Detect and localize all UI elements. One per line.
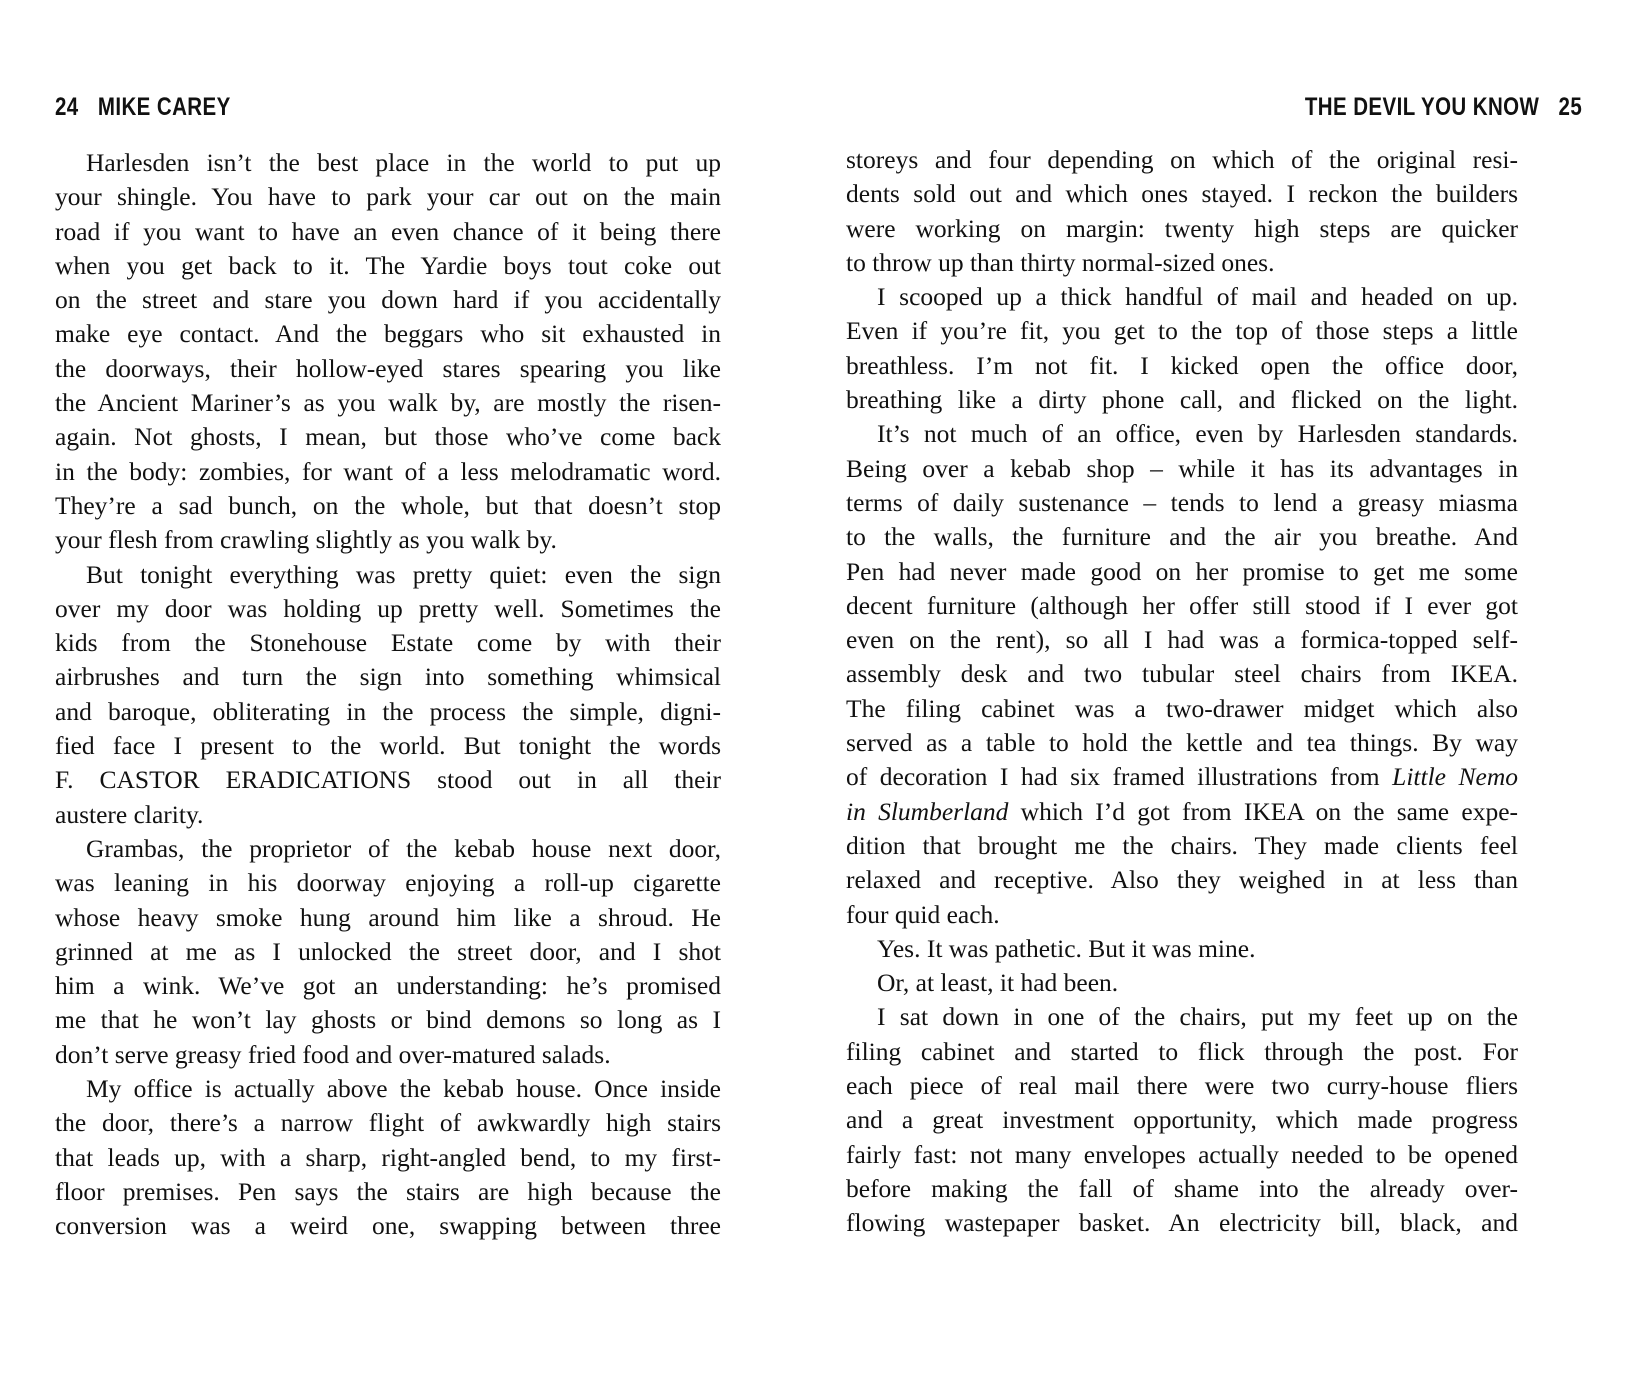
text-line: him a wink. We’ve got an understanding: he’s promised: [55, 971, 721, 1001]
text-line: I sat down in one of the chairs, put my feet up on the: [877, 1002, 1518, 1032]
text-line: whose heavy smoke hung around him like a shroud. He: [55, 902, 721, 932]
text-line: kids from the Stonehouse Estate come by with their: [55, 628, 721, 658]
left-body-text: [55, 146, 721, 1244]
text-line: Being over a kebab shop – while it has its advantages in: [846, 453, 1518, 483]
text-line: again. Not ghosts, I mean, but those who’ve come back: [55, 422, 721, 452]
text-line: and a great investment opportunity, which made progress: [846, 1105, 1518, 1135]
text-line: of decoration I had six framed illustrations from Little Nemo: [846, 762, 1518, 792]
right-body-text: [846, 143, 1518, 1241]
text-line: even on the rent), so all I had was a formica-topped self-: [846, 625, 1518, 655]
text-line: austere clarity.: [55, 799, 204, 829]
left-page: [0, 0, 800, 1397]
text-line: before making the fall of shame into the already over-: [846, 1173, 1518, 1203]
text-line: when you get back to it. The Yardie boys tout coke out: [55, 250, 721, 280]
text-line: My office is actually above the kebab house. Once inside: [86, 1074, 721, 1104]
text-line: and baroque, obliterating in the process the simple, digni-: [55, 696, 721, 726]
right-running-head-title: THE DEVIL YOU KNOW: [1304, 93, 1540, 121]
text-line: F. CASTOR ERADICATIONS stood out in all their: [55, 765, 721, 795]
text-line: I scooped up a thick handful of mail and headed on up.: [877, 282, 1518, 312]
text-line: Yes. It was pathetic. But it was mine.: [877, 933, 1256, 963]
text-line: Or, at least, it had been.: [877, 968, 1119, 998]
text-line: filing cabinet and started to flick through the post. For: [846, 1036, 1518, 1066]
text-line: grinned at me as I unlocked the street door, and I shot: [55, 936, 721, 966]
book-title-italic: in Slumberland: [846, 796, 1009, 826]
right-page-number: 25: [1558, 93, 1582, 121]
text-line: Grambas, the proprietor of the kebab house next door,: [86, 833, 721, 863]
text-line: in Slumberland which I’d got from IKEA on the same expe-: [846, 796, 1519, 826]
text-line: to throw up than thirty normal-sized ones.: [846, 247, 1275, 277]
text-line: airbrushes and turn the sign into something whimsical: [55, 662, 721, 692]
text-line: that leads up, with a sharp, right-angled bend, to my first-: [55, 1142, 721, 1172]
text-line: over my door was holding up pretty well. Sometimes the: [55, 593, 721, 623]
text-line: floor premises. Pen says the stairs are high because the: [55, 1176, 721, 1206]
right-running-head: [1305, 92, 1582, 122]
text-line: me that he won’t lay ghosts or bind demons so long as I: [55, 1005, 721, 1035]
text-line: fied face I present to the world. But tonight the words: [55, 731, 721, 761]
text-line: terms of daily sustenance – tends to lend a greasy miasma: [846, 487, 1518, 517]
text-line: don’t serve greasy fried food and over-matured salads.: [55, 1039, 611, 1069]
text-line: breathless. I’m not fit. I kicked open the office door,: [846, 350, 1518, 380]
text-line: fairly fast: not many envelopes actually needed to be opened: [846, 1139, 1518, 1169]
text-line: assembly desk and two tubular steel chairs from IKEA.: [846, 659, 1518, 689]
text-line: conversion was a weird one, swapping between three: [55, 1211, 721, 1241]
text-line: They’re a sad bunch, on the whole, but that doesn’t stop: [55, 490, 721, 520]
text-line: It’s not much of an office, even by Harlesden standards.: [877, 419, 1518, 449]
text-line: Pen had never made good on her promise to get me some: [846, 556, 1518, 586]
text-line: dition that brought me the chairs. They made clients feel: [846, 830, 1518, 860]
text-line: your shingle. You have to park your car out on the main: [55, 182, 721, 212]
text-line: was leaning in his doorway enjoying a roll-up cigarette: [55, 868, 721, 898]
text-line: But tonight everything was pretty quiet: even the sign: [86, 559, 721, 589]
text-line: the doorways, their hollow-eyed stares spearing you like: [55, 353, 721, 383]
text-line: were working on margin: twenty high steps are quicker: [846, 213, 1518, 243]
left-running-head-title: MIKE CAREY: [97, 93, 231, 121]
text-line: Even if you’re fit, you get to the top of those steps a little: [846, 316, 1518, 346]
text-line: served as a table to hold the kettle and tea things. By way: [846, 728, 1518, 758]
left-running-head: [55, 92, 231, 122]
text-line: each piece of real mail there were two curry-house fliers: [846, 1071, 1518, 1101]
text-line: flowing wastepaper basket. An electricity bill, black, and: [846, 1208, 1518, 1238]
text-line: in the body: zombies, for want of a less melodramatic word.: [55, 456, 721, 486]
text-line: on the street and stare you down hard if you accidentally: [55, 285, 721, 315]
text-line: decent furniture (although her offer still stood if I ever got: [846, 590, 1518, 620]
text-line: your flesh from crawling slightly as you walk by.: [55, 525, 557, 555]
right-page: [800, 0, 1631, 1397]
text-line: dents sold out and which ones stayed. I reckon the builders: [846, 179, 1518, 209]
text-line: storeys and four depending on which of the original resi-: [846, 145, 1518, 174]
text-line: to the walls, the furniture and the air you breathe. And: [846, 522, 1518, 552]
text-line: breathing like a dirty phone call, and flicked on the light.: [846, 385, 1518, 415]
book-title-italic: Little Nemo: [1392, 762, 1518, 792]
text-line: road if you want to have an even chance of it being there: [55, 216, 721, 246]
text-line: the door, there’s a narrow flight of awkwardly high stairs: [55, 1108, 721, 1138]
left-page-number: 24: [55, 93, 79, 121]
text-line: four quid each.: [846, 899, 1000, 929]
text-line: The filing cabinet was a two-drawer midget which also: [846, 693, 1518, 723]
text-line: the Ancient Mariner’s as you walk by, are mostly the risen-: [55, 388, 721, 418]
text-line: make eye contact. And the beggars who sit exhausted in: [55, 319, 721, 349]
text-line: Harlesden isn’t the best place in the world to put up: [86, 148, 721, 177]
text-line: relaxed and receptive. Also they weighed in at less than: [846, 865, 1518, 895]
